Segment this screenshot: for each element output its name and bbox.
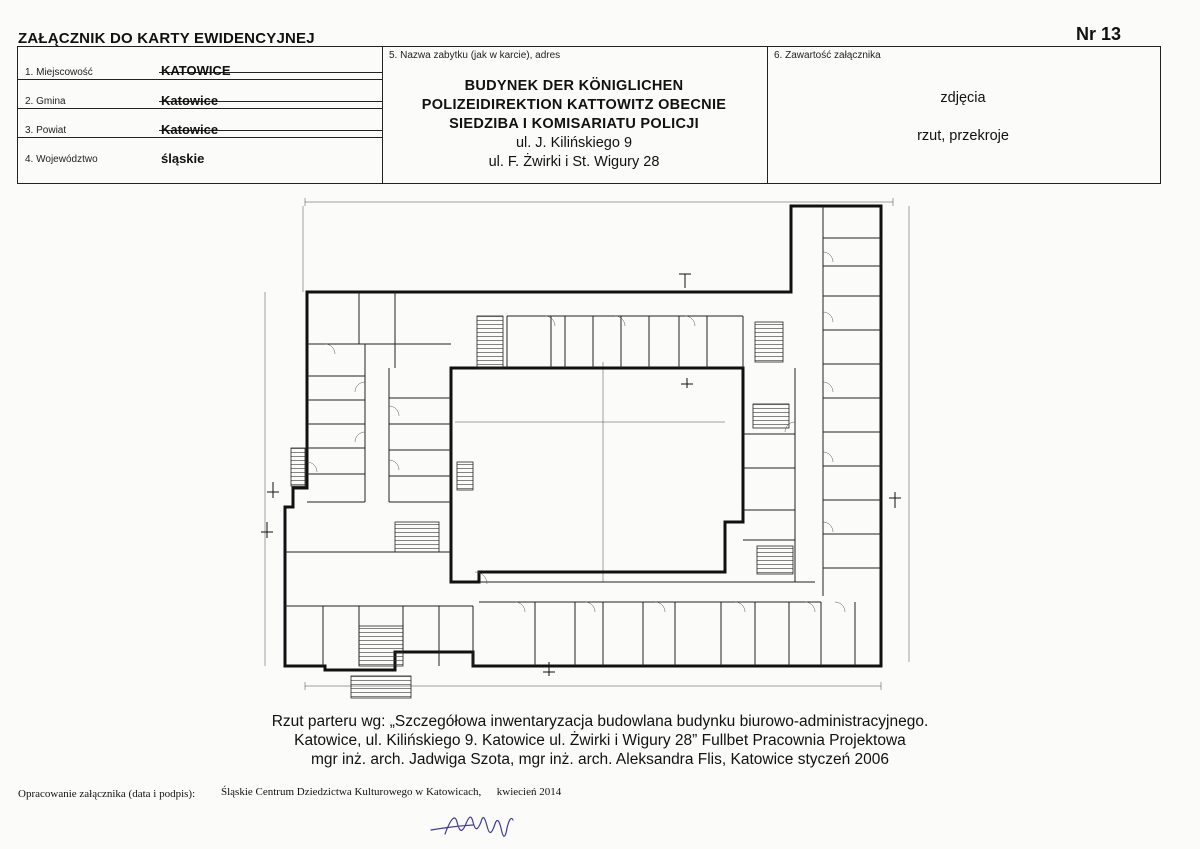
attachment-number: Nr 13 bbox=[1076, 24, 1122, 44]
handwritten-signature bbox=[425, 800, 525, 844]
caption-line-1: Rzut parteru wg: „Szczegółowa inwentaryzacja budowlana budynku biurowo-administracyjnego. bbox=[271, 713, 929, 730]
field-label-wojewodztwo: 4. Województwo bbox=[25, 154, 98, 165]
monument-name-line-3: SIEDZIBA I KOMISARIATU POLICJI bbox=[449, 116, 699, 132]
footer-date: kwiecień 2014 bbox=[496, 786, 562, 798]
monument-label: 5. Nazwa zabytku (jak w karcie), adres bbox=[389, 50, 561, 61]
section-markers bbox=[261, 274, 901, 676]
monument-address-1: ul. J. Kilińskiego 9 bbox=[515, 135, 633, 151]
field-label-powiat: 3. Powiat bbox=[25, 125, 67, 136]
plan-caption bbox=[160, 712, 1040, 769]
field-value-powiat: Katowice bbox=[161, 122, 219, 137]
monument-name-line-2: POLIZEIDIREKTION KATTOWITZ OBECNIE bbox=[421, 97, 727, 113]
dimension-lines bbox=[265, 198, 909, 690]
monument-address-2: ul. F. Żwirki i St. Wigury 28 bbox=[488, 154, 660, 170]
contents-item-plans: rzut, przekroje bbox=[917, 128, 1009, 144]
footer-author: Śląskie Centrum Dziedzictwa Kulturowego w Katowicach, bbox=[221, 786, 482, 798]
outer-walls bbox=[285, 206, 881, 670]
footer-label: Opracowanie załącznika (data i podpis): bbox=[18, 788, 196, 800]
attachment-title: ZAŁĄCZNIK DO KARTY EWIDENCYJNEJ bbox=[18, 30, 315, 47]
footer-author-date bbox=[221, 786, 561, 798]
caption-line-3: mgr inż. arch. Jadwiga Szota, mgr inż. arch. Aleksandra Flis, Katowice styczeń 2006 bbox=[310, 751, 890, 768]
field-value-wojewodztwo: śląskie bbox=[161, 151, 205, 166]
field-value-gmina: Katowice bbox=[161, 93, 219, 108]
ground-floor-plan-drawing bbox=[255, 192, 915, 702]
field-label-gmina: 2. Gmina bbox=[25, 96, 66, 107]
monument-name-line-1: BUDYNEK DER KÖNIGLICHEN bbox=[464, 78, 684, 94]
field-value-miejscowosc: KATOWICE bbox=[161, 63, 231, 78]
record-form-table bbox=[17, 46, 1161, 184]
contents-item-photos: zdjęcia bbox=[940, 90, 986, 106]
contents-label: 6. Zawartość załącznika bbox=[774, 50, 881, 61]
staircases bbox=[291, 316, 793, 698]
caption-line-2: Katowice, ul. Kilińskiego 9. Katowice ul. Żwirki i Wigury 28” Fullbet Pracownia Projektowa bbox=[294, 732, 906, 749]
field-label-miejscowosc: 1. Miejscowość bbox=[25, 67, 93, 78]
monument-name-block bbox=[383, 77, 765, 172]
